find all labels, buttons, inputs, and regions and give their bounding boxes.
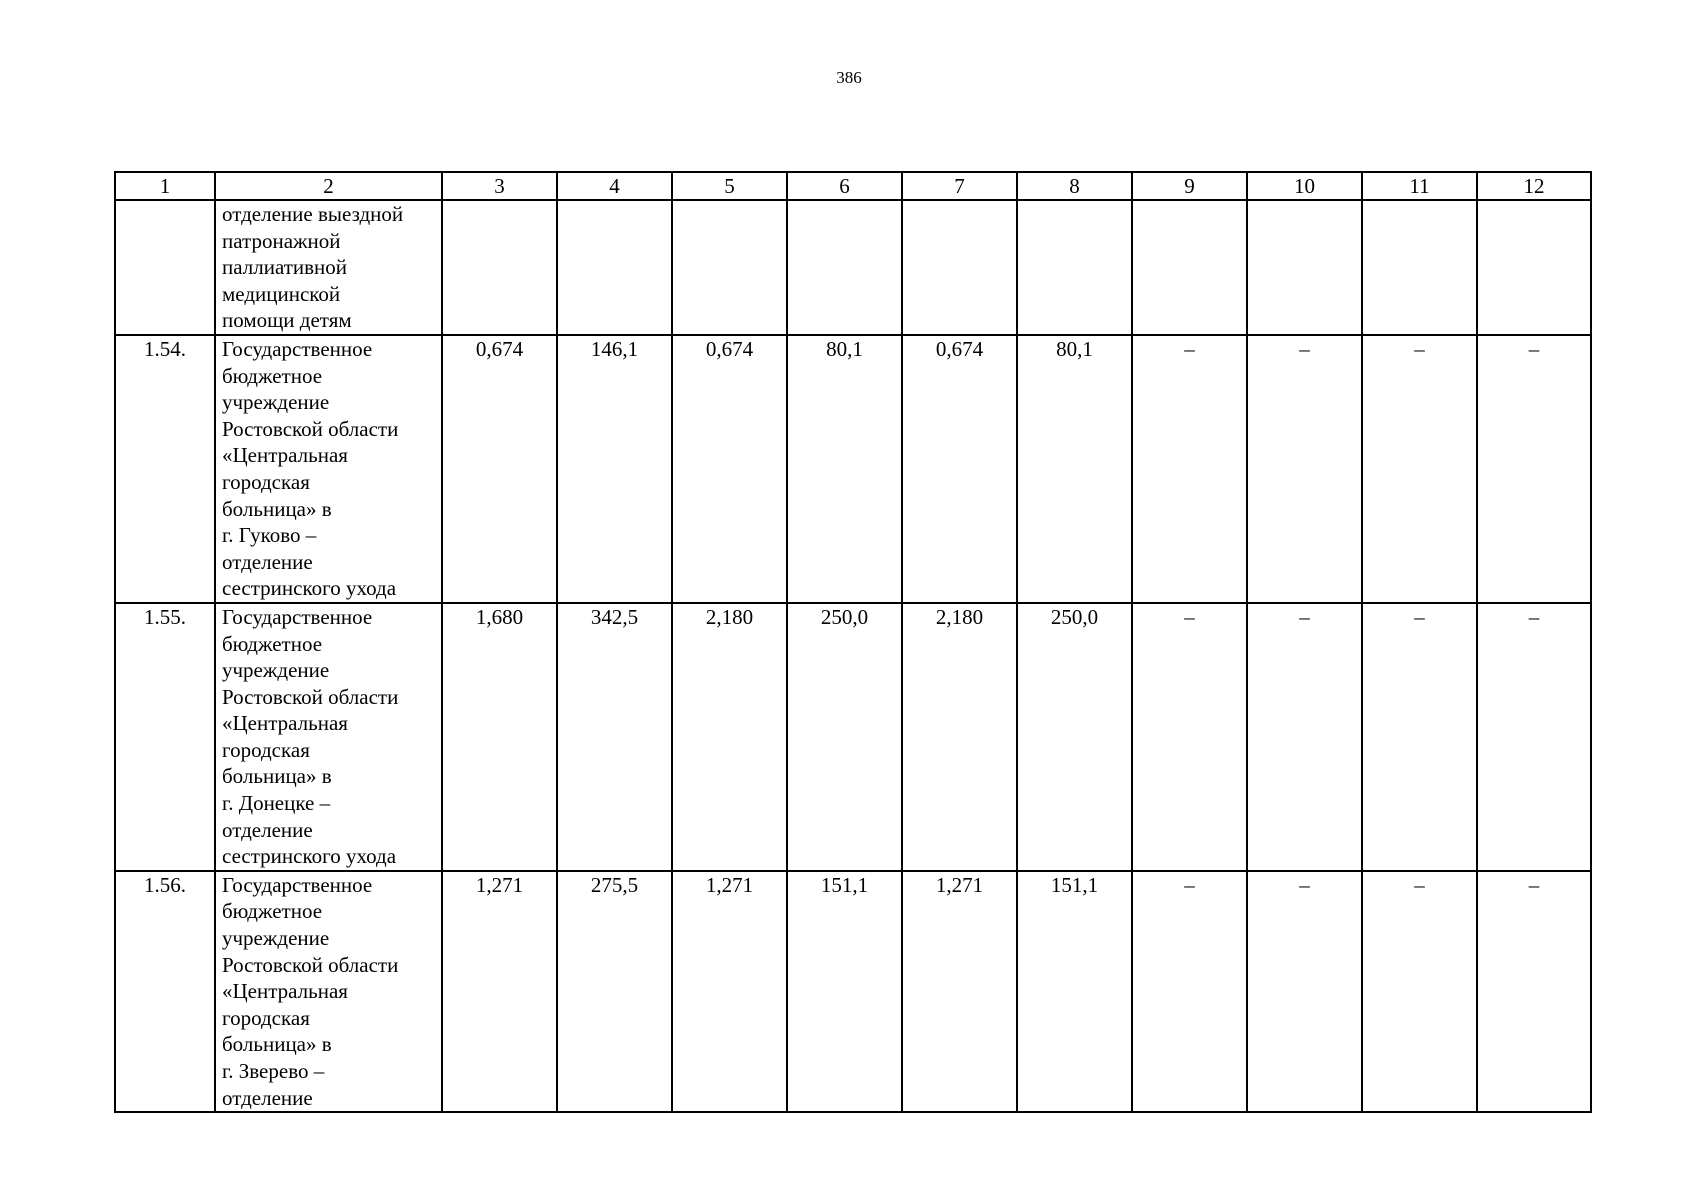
table-row — [115, 871, 1591, 1112]
table-cell — [442, 200, 557, 335]
table-cell: – — [1132, 871, 1247, 1112]
column-header: 7 — [902, 172, 1017, 200]
column-header: 2 — [215, 172, 442, 200]
row-number: 1.55. — [115, 603, 215, 871]
table-cell: 250,0 — [787, 603, 902, 871]
table-cell: 1,271 — [902, 871, 1017, 1112]
column-header: 8 — [1017, 172, 1132, 200]
institution-name: Государственное бюджетное учреждение Ростовской области «Центральная городская больница» в г. Донецке – отделение сестринского ухода — [215, 603, 442, 871]
table-cell: 2,180 — [902, 603, 1017, 871]
column-header: 1 — [115, 172, 215, 200]
table-row — [115, 200, 1591, 335]
table-cell — [1132, 200, 1247, 335]
table-cell: – — [1477, 871, 1591, 1112]
table-cell: – — [1247, 335, 1362, 603]
column-header: 5 — [672, 172, 787, 200]
table-cell — [1477, 200, 1591, 335]
table-cell: 2,180 — [672, 603, 787, 871]
table-cell: – — [1362, 335, 1477, 603]
table-cell — [1017, 200, 1132, 335]
table-cell — [1247, 200, 1362, 335]
table-cell: – — [1477, 335, 1591, 603]
column-number-row — [115, 172, 1591, 200]
table-cell: 80,1 — [1017, 335, 1132, 603]
row-number: 1.56. — [115, 871, 215, 1112]
table-cell: 1,271 — [672, 871, 787, 1112]
institution-name: отделение выездной патронажной паллиативной медицинской помощи детям — [215, 200, 442, 335]
table-cell: 151,1 — [787, 871, 902, 1112]
table-cell — [902, 200, 1017, 335]
page-number: 386 — [836, 68, 862, 87]
institution-name: Государственное бюджетное учреждение Ростовской области «Центральная городская больница» в г. Зверево – отделение — [215, 871, 442, 1112]
data-table — [114, 171, 1592, 1113]
table-cell: – — [1362, 871, 1477, 1112]
column-header: 3 — [442, 172, 557, 200]
column-header: 11 — [1362, 172, 1477, 200]
table-cell: – — [1362, 603, 1477, 871]
table-cell: 275,5 — [557, 871, 672, 1112]
table-cell: 0,674 — [902, 335, 1017, 603]
table-cell: – — [1132, 335, 1247, 603]
table-cell: 342,5 — [557, 603, 672, 871]
table-cell: 80,1 — [787, 335, 902, 603]
table-cell — [672, 200, 787, 335]
table-cell: 1,271 — [442, 871, 557, 1112]
table-cell: 0,674 — [442, 335, 557, 603]
column-header: 4 — [557, 172, 672, 200]
table-cell: – — [1247, 871, 1362, 1112]
table-cell: – — [1477, 603, 1591, 871]
table-cell: 146,1 — [557, 335, 672, 603]
column-header: 6 — [787, 172, 902, 200]
row-number — [115, 200, 215, 335]
column-header: 9 — [1132, 172, 1247, 200]
table-row — [115, 335, 1591, 603]
row-number: 1.54. — [115, 335, 215, 603]
table-cell: – — [1247, 603, 1362, 871]
column-header: 10 — [1247, 172, 1362, 200]
table-cell: 250,0 — [1017, 603, 1132, 871]
table-cell — [557, 200, 672, 335]
institution-name: Государственное бюджетное учреждение Ростовской области «Центральная городская больница» в г. Гуково – отделение сестринского ухода — [215, 335, 442, 603]
table-row — [115, 603, 1591, 871]
table-cell: 0,674 — [672, 335, 787, 603]
column-header: 12 — [1477, 172, 1591, 200]
table-cell: – — [1132, 603, 1247, 871]
table-cell — [787, 200, 902, 335]
table-cell — [1362, 200, 1477, 335]
table-cell: 151,1 — [1017, 871, 1132, 1112]
table-cell: 1,680 — [442, 603, 557, 871]
